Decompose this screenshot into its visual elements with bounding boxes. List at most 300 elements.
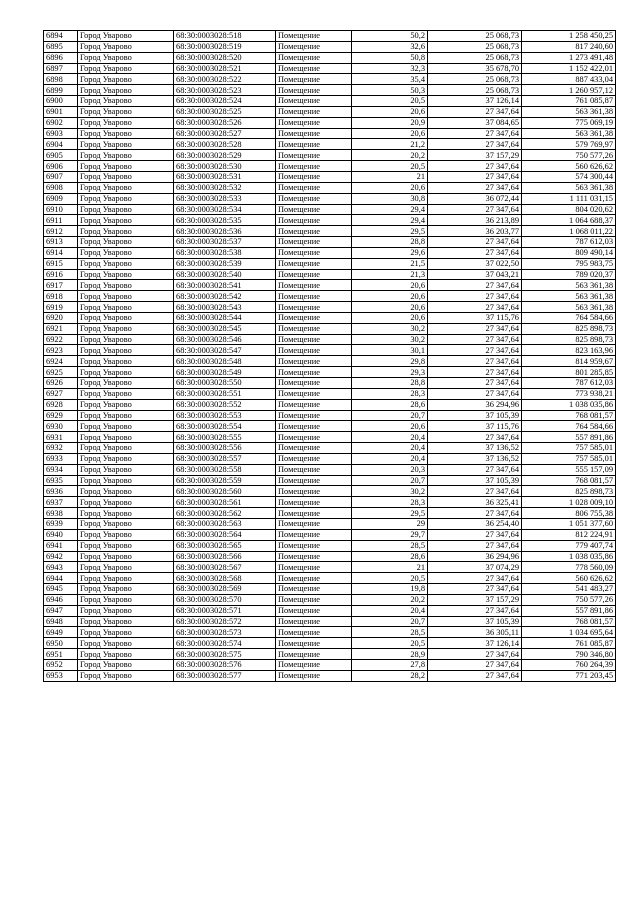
cell-cadastral-value: 887 433,04	[522, 74, 616, 85]
cell-object-type: Помещение	[276, 161, 352, 172]
cell-row-number: 6920	[44, 312, 78, 323]
cell-locality: Город Уварово	[78, 41, 174, 52]
cell-cadastral-number: 68:30:0003028:524	[174, 96, 276, 107]
cell-row-number: 6898	[44, 74, 78, 85]
cell-unit-value: 36 305,11	[428, 627, 522, 638]
cell-cadastral-number: 68:30:0003028:519	[174, 41, 276, 52]
cell-object-type: Помещение	[276, 150, 352, 161]
table-row	[44, 584, 616, 595]
table-row	[44, 475, 616, 486]
cell-cadastral-number: 68:30:0003028:543	[174, 302, 276, 313]
cell-row-number: 6953	[44, 670, 78, 681]
cell-row-number: 6912	[44, 226, 78, 237]
table-row	[44, 106, 616, 117]
cell-area: 20,5	[352, 161, 428, 172]
cell-area: 30,2	[352, 334, 428, 345]
cell-unit-value: 27 347,64	[428, 106, 522, 117]
cell-area: 29,5	[352, 226, 428, 237]
cell-area: 50,8	[352, 52, 428, 63]
cell-object-type: Помещение	[276, 584, 352, 595]
cell-unit-value: 25 068,73	[428, 74, 522, 85]
cell-cadastral-value: 775 069,19	[522, 117, 616, 128]
cell-locality: Город Уварово	[78, 486, 174, 497]
cell-area: 20,6	[352, 421, 428, 432]
cell-unit-value: 36 325,41	[428, 497, 522, 508]
cell-cadastral-number: 68:30:0003028:568	[174, 573, 276, 584]
cell-unit-value: 36 072,44	[428, 193, 522, 204]
cell-area: 28,8	[352, 378, 428, 389]
cell-unit-value: 27 347,64	[428, 584, 522, 595]
cell-object-type: Помещение	[276, 497, 352, 508]
cell-area: 20,5	[352, 96, 428, 107]
cell-row-number: 6930	[44, 421, 78, 432]
cell-object-type: Помещение	[276, 41, 352, 52]
cell-cadastral-value: 1 034 695,64	[522, 627, 616, 638]
cell-row-number: 6901	[44, 106, 78, 117]
cell-cadastral-number: 68:30:0003028:563	[174, 518, 276, 529]
cell-cadastral-number: 68:30:0003028:565	[174, 540, 276, 551]
cell-area: 21,2	[352, 139, 428, 150]
cell-area: 20,4	[352, 605, 428, 616]
cell-row-number: 6894	[44, 31, 78, 42]
cell-locality: Город Уварово	[78, 52, 174, 63]
table-row	[44, 508, 616, 519]
cell-object-type: Помещение	[276, 237, 352, 248]
cell-object-type: Помещение	[276, 594, 352, 605]
cell-cadastral-number: 68:30:0003028:547	[174, 345, 276, 356]
cell-unit-value: 37 126,14	[428, 96, 522, 107]
cell-locality: Город Уварово	[78, 388, 174, 399]
table-row	[44, 171, 616, 182]
cell-unit-value: 37 084,65	[428, 117, 522, 128]
cell-cadastral-number: 68:30:0003028:576	[174, 659, 276, 670]
cell-object-type: Помещение	[276, 432, 352, 443]
cell-cadastral-number: 68:30:0003028:538	[174, 247, 276, 258]
cell-area: 50,2	[352, 31, 428, 42]
cell-unit-value: 27 347,64	[428, 302, 522, 313]
cell-object-type: Помещение	[276, 638, 352, 649]
cell-cadastral-value: 541 483,27	[522, 584, 616, 595]
cell-area: 32,6	[352, 41, 428, 52]
cell-locality: Город Уварово	[78, 356, 174, 367]
cell-locality: Город Уварово	[78, 258, 174, 269]
cell-cadastral-value: 1 051 377,60	[522, 518, 616, 529]
table-row	[44, 312, 616, 323]
cell-object-type: Помещение	[276, 193, 352, 204]
table-row	[44, 345, 616, 356]
cell-cadastral-value: 768 081,57	[522, 410, 616, 421]
cell-row-number: 6944	[44, 573, 78, 584]
cell-locality: Город Уварово	[78, 171, 174, 182]
cell-locality: Город Уварово	[78, 96, 174, 107]
cell-locality: Город Уварово	[78, 410, 174, 421]
cell-cadastral-value: 579 769,97	[522, 139, 616, 150]
cell-object-type: Помещение	[276, 280, 352, 291]
table-row	[44, 280, 616, 291]
cell-unit-value: 36 203,77	[428, 226, 522, 237]
cell-area: 28,6	[352, 399, 428, 410]
cell-unit-value: 27 347,64	[428, 378, 522, 389]
table-row	[44, 258, 616, 269]
cell-unit-value: 27 347,64	[428, 204, 522, 215]
cell-area: 29,5	[352, 508, 428, 519]
cell-unit-value: 36 213,89	[428, 215, 522, 226]
cell-object-type: Помещение	[276, 421, 352, 432]
cell-locality: Город Уварово	[78, 31, 174, 42]
cell-area: 28,3	[352, 497, 428, 508]
cell-cadastral-number: 68:30:0003028:534	[174, 204, 276, 215]
cell-row-number: 6951	[44, 649, 78, 660]
cell-object-type: Помещение	[276, 291, 352, 302]
table-row	[44, 150, 616, 161]
cell-row-number: 6934	[44, 464, 78, 475]
cell-area: 20,5	[352, 638, 428, 649]
cell-object-type: Помещение	[276, 258, 352, 269]
cell-area: 28,9	[352, 649, 428, 660]
table-row	[44, 562, 616, 573]
cell-cadastral-value: 789 020,37	[522, 269, 616, 280]
table-row	[44, 269, 616, 280]
cell-cadastral-number: 68:30:0003028:522	[174, 74, 276, 85]
cell-cadastral-value: 795 983,75	[522, 258, 616, 269]
cell-locality: Город Уварово	[78, 74, 174, 85]
cell-row-number: 6927	[44, 388, 78, 399]
cell-cadastral-number: 68:30:0003028:529	[174, 150, 276, 161]
cell-cadastral-value: 555 157,09	[522, 464, 616, 475]
table-row	[44, 421, 616, 432]
cell-area: 29,8	[352, 356, 428, 367]
table-row	[44, 529, 616, 540]
cell-row-number: 6917	[44, 280, 78, 291]
cell-area: 21	[352, 562, 428, 573]
cell-cadastral-value: 574 300,44	[522, 171, 616, 182]
cell-unit-value: 37 105,39	[428, 410, 522, 421]
cell-locality: Город Уварово	[78, 334, 174, 345]
cell-area: 20,7	[352, 475, 428, 486]
cell-cadastral-value: 761 085,87	[522, 638, 616, 649]
cell-cadastral-value: 1 038 035,86	[522, 399, 616, 410]
cell-cadastral-value: 560 626,62	[522, 161, 616, 172]
table-row	[44, 161, 616, 172]
cell-cadastral-number: 68:30:0003028:546	[174, 334, 276, 345]
cell-cadastral-number: 68:30:0003028:575	[174, 649, 276, 660]
cell-row-number: 6932	[44, 443, 78, 454]
cell-cadastral-value: 790 346,80	[522, 649, 616, 660]
table-row	[44, 41, 616, 52]
cell-object-type: Помещение	[276, 96, 352, 107]
table-row	[44, 128, 616, 139]
cell-area: 20,6	[352, 106, 428, 117]
cell-cadastral-number: 68:30:0003028:527	[174, 128, 276, 139]
cell-row-number: 6921	[44, 323, 78, 334]
cell-locality: Город Уварово	[78, 237, 174, 248]
cell-locality: Город Уварово	[78, 551, 174, 562]
cell-cadastral-number: 68:30:0003028:526	[174, 117, 276, 128]
cell-locality: Город Уварово	[78, 605, 174, 616]
cell-unit-value: 25 068,73	[428, 85, 522, 96]
cell-row-number: 6941	[44, 540, 78, 551]
cell-row-number: 6939	[44, 518, 78, 529]
cell-unit-value: 27 347,64	[428, 529, 522, 540]
table-row	[44, 204, 616, 215]
table-row	[44, 659, 616, 670]
cell-cadastral-value: 825 898,73	[522, 486, 616, 497]
cell-object-type: Помещение	[276, 540, 352, 551]
table-row	[44, 139, 616, 150]
cell-object-type: Помещение	[276, 106, 352, 117]
table-row	[44, 323, 616, 334]
cell-cadastral-number: 68:30:0003028:539	[174, 258, 276, 269]
cell-cadastral-number: 68:30:0003028:545	[174, 323, 276, 334]
cell-row-number: 6902	[44, 117, 78, 128]
cell-cadastral-number: 68:30:0003028:523	[174, 85, 276, 96]
cell-object-type: Помещение	[276, 323, 352, 334]
cell-cadastral-value: 750 577,26	[522, 150, 616, 161]
cell-cadastral-value: 804 020,62	[522, 204, 616, 215]
cell-cadastral-value: 768 081,57	[522, 475, 616, 486]
cell-row-number: 6904	[44, 139, 78, 150]
cell-unit-value: 37 157,29	[428, 150, 522, 161]
cell-cadastral-number: 68:30:0003028:551	[174, 388, 276, 399]
cell-cadastral-number: 68:30:0003028:532	[174, 182, 276, 193]
cell-locality: Город Уварово	[78, 323, 174, 334]
cell-row-number: 6908	[44, 182, 78, 193]
table-row	[44, 638, 616, 649]
cell-area: 28,6	[352, 551, 428, 562]
cell-object-type: Помещение	[276, 269, 352, 280]
cell-row-number: 6926	[44, 378, 78, 389]
cell-cadastral-value: 1 038 035,86	[522, 551, 616, 562]
cell-area: 20,6	[352, 280, 428, 291]
cell-locality: Город Уварово	[78, 659, 174, 670]
cell-object-type: Помещение	[276, 378, 352, 389]
cell-cadastral-number: 68:30:0003028:554	[174, 421, 276, 432]
cell-object-type: Помещение	[276, 302, 352, 313]
cell-cadastral-number: 68:30:0003028:577	[174, 670, 276, 681]
cell-locality: Город Уварово	[78, 584, 174, 595]
cell-unit-value: 27 347,64	[428, 540, 522, 551]
cell-cadastral-value: 779 407,74	[522, 540, 616, 551]
cell-area: 29,3	[352, 367, 428, 378]
cell-object-type: Помещение	[276, 616, 352, 627]
cell-cadastral-number: 68:30:0003028:535	[174, 215, 276, 226]
cell-locality: Город Уварово	[78, 150, 174, 161]
cell-object-type: Помещение	[276, 63, 352, 74]
cell-unit-value: 27 347,64	[428, 345, 522, 356]
cell-row-number: 6914	[44, 247, 78, 258]
cell-unit-value: 37 136,52	[428, 453, 522, 464]
cell-locality: Город Уварово	[78, 508, 174, 519]
cell-unit-value: 27 347,64	[428, 388, 522, 399]
cell-unit-value: 27 347,64	[428, 139, 522, 150]
cell-unit-value: 35 678,70	[428, 63, 522, 74]
cell-row-number: 6949	[44, 627, 78, 638]
cell-object-type: Помещение	[276, 399, 352, 410]
cell-row-number: 6907	[44, 171, 78, 182]
cell-cadastral-value: 806 755,38	[522, 508, 616, 519]
cell-row-number: 6937	[44, 497, 78, 508]
cell-row-number: 6933	[44, 453, 78, 464]
cell-cadastral-value: 773 938,21	[522, 388, 616, 399]
cell-unit-value: 27 347,64	[428, 171, 522, 182]
cell-unit-value: 27 347,64	[428, 605, 522, 616]
cell-unit-value: 25 068,73	[428, 52, 522, 63]
cell-object-type: Помещение	[276, 573, 352, 584]
cell-object-type: Помещение	[276, 475, 352, 486]
cell-row-number: 6896	[44, 52, 78, 63]
cell-cadastral-number: 68:30:0003028:520	[174, 52, 276, 63]
cell-object-type: Помещение	[276, 670, 352, 681]
cell-unit-value: 25 068,73	[428, 31, 522, 42]
cell-object-type: Помещение	[276, 74, 352, 85]
cell-locality: Город Уварово	[78, 443, 174, 454]
cell-cadastral-number: 68:30:0003028:552	[174, 399, 276, 410]
cell-object-type: Помещение	[276, 182, 352, 193]
cell-cadastral-value: 801 285,85	[522, 367, 616, 378]
cell-cadastral-value: 771 203,45	[522, 670, 616, 681]
cell-unit-value: 27 347,64	[428, 161, 522, 172]
cell-locality: Город Уварово	[78, 63, 174, 74]
cell-object-type: Помещение	[276, 659, 352, 670]
cell-unit-value: 27 347,64	[428, 128, 522, 139]
cell-cadastral-value: 557 891,86	[522, 605, 616, 616]
table-row	[44, 573, 616, 584]
cell-row-number: 6946	[44, 594, 78, 605]
cell-cadastral-value: 750 577,26	[522, 594, 616, 605]
cell-cadastral-number: 68:30:0003028:571	[174, 605, 276, 616]
table-row	[44, 237, 616, 248]
table-row	[44, 334, 616, 345]
table-row	[44, 443, 616, 454]
cell-cadastral-value: 560 626,62	[522, 573, 616, 584]
cell-area: 20,9	[352, 117, 428, 128]
cell-locality: Город Уварово	[78, 453, 174, 464]
cell-row-number: 6948	[44, 616, 78, 627]
cell-area: 21,5	[352, 258, 428, 269]
cell-area: 21,3	[352, 269, 428, 280]
cell-cadastral-number: 68:30:0003028:536	[174, 226, 276, 237]
cell-object-type: Помещение	[276, 605, 352, 616]
cell-row-number: 6936	[44, 486, 78, 497]
cell-area: 32,3	[352, 63, 428, 74]
cell-area: 30,2	[352, 486, 428, 497]
table-row	[44, 497, 616, 508]
cell-locality: Город Уварово	[78, 193, 174, 204]
cell-locality: Город Уварово	[78, 627, 174, 638]
cell-cadastral-number: 68:30:0003028:525	[174, 106, 276, 117]
cell-unit-value: 27 347,64	[428, 367, 522, 378]
cell-area: 20,2	[352, 594, 428, 605]
table-row	[44, 291, 616, 302]
cell-area: 27,8	[352, 659, 428, 670]
cell-area: 20,6	[352, 312, 428, 323]
cell-object-type: Помещение	[276, 410, 352, 421]
cell-cadastral-value: 809 490,14	[522, 247, 616, 258]
cell-object-type: Помещение	[276, 85, 352, 96]
cell-area: 20,3	[352, 464, 428, 475]
cell-object-type: Помещение	[276, 204, 352, 215]
cell-cadastral-number: 68:30:0003028:557	[174, 453, 276, 464]
cell-row-number: 6935	[44, 475, 78, 486]
cell-object-type: Помещение	[276, 627, 352, 638]
cell-cadastral-number: 68:30:0003028:556	[174, 443, 276, 454]
cell-cadastral-number: 68:30:0003028:572	[174, 616, 276, 627]
cell-unit-value: 27 347,64	[428, 659, 522, 670]
cell-row-number: 6942	[44, 551, 78, 562]
table-row	[44, 193, 616, 204]
cell-cadastral-number: 68:30:0003028:570	[174, 594, 276, 605]
cell-cadastral-number: 68:30:0003028:574	[174, 638, 276, 649]
cell-locality: Город Уварово	[78, 226, 174, 237]
cell-cadastral-value: 757 585,01	[522, 453, 616, 464]
cell-cadastral-value: 764 584,66	[522, 312, 616, 323]
cell-row-number: 6895	[44, 41, 78, 52]
table-row	[44, 540, 616, 551]
cell-area: 20,7	[352, 616, 428, 627]
cell-row-number: 6922	[44, 334, 78, 345]
cell-row-number: 6938	[44, 508, 78, 519]
table-row	[44, 649, 616, 660]
cell-cadastral-number: 68:30:0003028:555	[174, 432, 276, 443]
cell-cadastral-value: 563 361,38	[522, 106, 616, 117]
table-row	[44, 302, 616, 313]
cell-cadastral-number: 68:30:0003028:567	[174, 562, 276, 573]
cell-unit-value: 27 347,64	[428, 356, 522, 367]
cell-row-number: 6916	[44, 269, 78, 280]
cell-locality: Город Уварово	[78, 117, 174, 128]
cell-row-number: 6945	[44, 584, 78, 595]
cell-cadastral-value: 825 898,73	[522, 323, 616, 334]
cell-object-type: Помещение	[276, 215, 352, 226]
cell-cadastral-value: 1 273 491,48	[522, 52, 616, 63]
cell-locality: Город Уварово	[78, 399, 174, 410]
cell-locality: Город Уварово	[78, 215, 174, 226]
cell-cadastral-number: 68:30:0003028:528	[174, 139, 276, 150]
table-row	[44, 378, 616, 389]
cell-row-number: 6909	[44, 193, 78, 204]
cell-unit-value: 37 105,39	[428, 616, 522, 627]
cell-cadastral-value: 563 361,38	[522, 302, 616, 313]
cell-area: 29	[352, 518, 428, 529]
cell-cadastral-value: 814 959,67	[522, 356, 616, 367]
cell-object-type: Помещение	[276, 226, 352, 237]
cell-locality: Город Уварово	[78, 378, 174, 389]
cell-area: 28,8	[352, 237, 428, 248]
cell-unit-value: 37 074,29	[428, 562, 522, 573]
cell-cadastral-value: 760 264,39	[522, 659, 616, 670]
cell-locality: Город Уварово	[78, 464, 174, 475]
cell-area: 30,8	[352, 193, 428, 204]
cell-locality: Город Уварово	[78, 106, 174, 117]
cell-cadastral-number: 68:30:0003028:542	[174, 291, 276, 302]
cell-unit-value: 37 126,14	[428, 638, 522, 649]
cell-cadastral-value: 1 068 011,22	[522, 226, 616, 237]
cell-cadastral-number: 68:30:0003028:541	[174, 280, 276, 291]
cell-object-type: Помещение	[276, 334, 352, 345]
cell-unit-value: 27 347,64	[428, 237, 522, 248]
table-row	[44, 85, 616, 96]
cell-row-number: 6905	[44, 150, 78, 161]
cell-object-type: Помещение	[276, 649, 352, 660]
cell-unit-value: 36 294,96	[428, 399, 522, 410]
cell-cadastral-value: 787 612,03	[522, 237, 616, 248]
cell-unit-value: 25 068,73	[428, 41, 522, 52]
cell-area: 29,7	[352, 529, 428, 540]
cell-unit-value: 27 347,64	[428, 432, 522, 443]
cell-locality: Город Уварово	[78, 518, 174, 529]
cell-unit-value: 27 347,64	[428, 486, 522, 497]
cell-object-type: Помещение	[276, 508, 352, 519]
